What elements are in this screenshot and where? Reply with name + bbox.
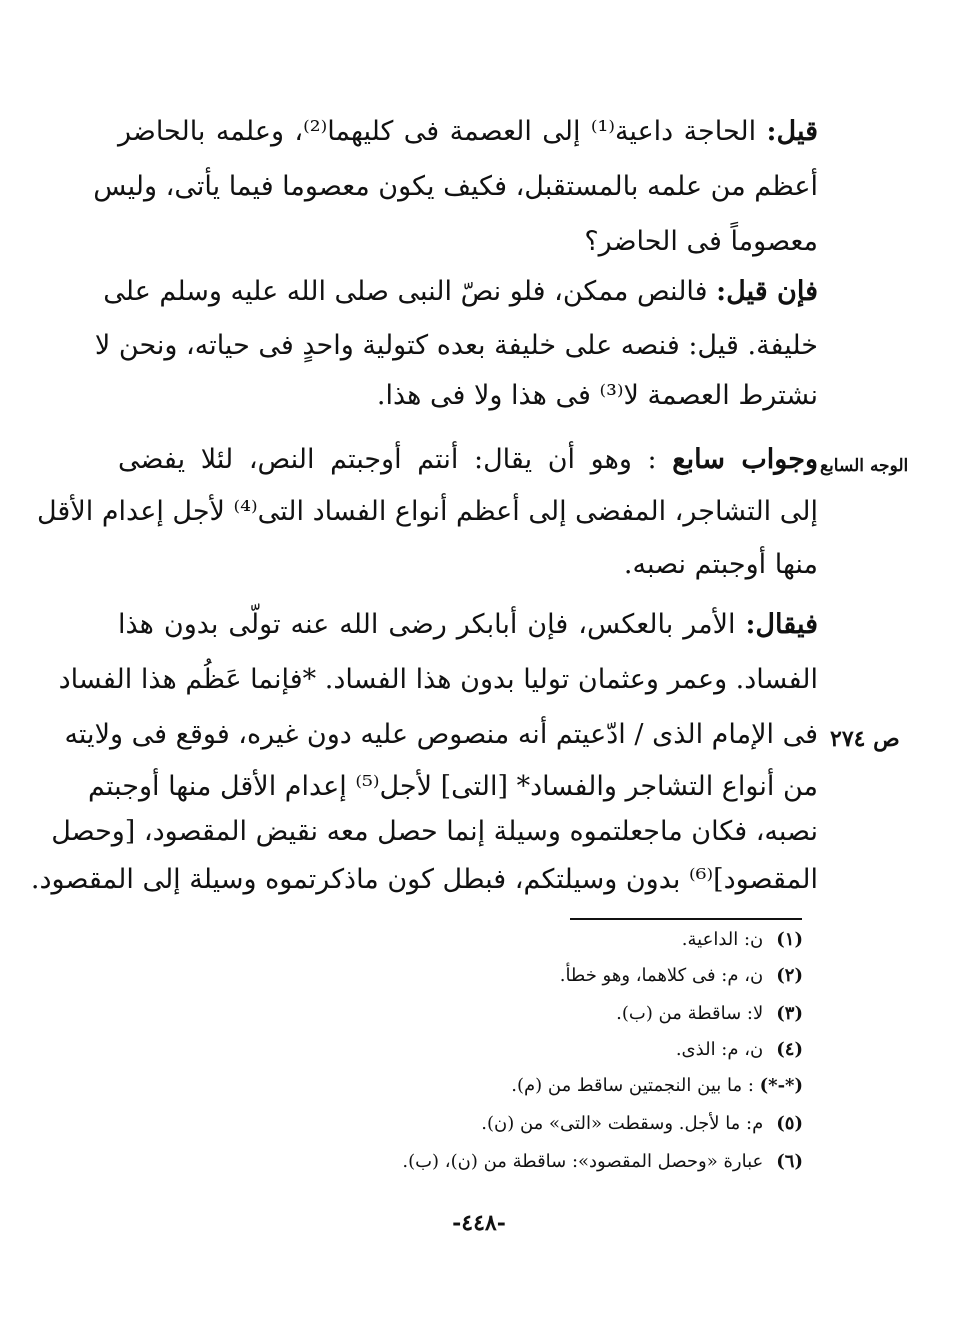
body-line: نصبه، فكان ماجعلتموه وسيلة إنما حصل معه نقيض المقصود، [وحصل: [51, 816, 818, 847]
body-line: الفساد. وعمر وعثمان توليا بدون هذا الفساد. *فإنما عَظُم هذا الفساد: [58, 664, 818, 695]
body-line: نشترط العصمة لا⁽³⁾ فى هذا ولا فى هذا.: [376, 380, 818, 411]
body-line: أعظم من علمه بالمستقبل، فكيف يكون معصوما فيما يأتى، وليس: [93, 171, 818, 202]
page-reference: ص ٢٧٤: [830, 726, 900, 752]
footnote: [511, 1072, 803, 1100]
footnote-text: عبارة «وحصل المقصود»: ساقطة من (ن)، (ب).: [402, 1151, 764, 1172]
body-line: إلى التشاجر، المفضى إلى أعظم أنواع الفساد التى⁽⁴⁾ لأجل إعدام الأقل: [36, 496, 818, 527]
footnote-text: : ما بين النجمتين ساقط من (م).: [511, 1075, 754, 1096]
body-line: فيقال: الأمر بالعكس، فإن أبابكر رضى الله عنه تولّى بدون هذا: [118, 609, 818, 640]
body-line: فإن قيل: فالنص ممكن، فلو نصّ النبى صلى الله عليه وسلم على: [103, 276, 818, 307]
body-line: فى الإمام الذى / ادّعيتم أنه منصوص عليه دون غيره، فوقع فى ولايته: [64, 719, 818, 750]
lead-phrase: وجواب سابع: [672, 444, 818, 475]
footnote-text: ن، م: فى كلاهما، وهو خطأ.: [559, 965, 764, 986]
body-line: من أنواع التشاجر والفساد* [التى] لأجل⁽⁵⁾ إعدام الأقل منها أوجبتم: [88, 771, 818, 802]
footnote-text: ن: الداعية.: [681, 929, 764, 950]
body-line: المقصود]⁽⁶⁾ بدون وسيلتكم، فبطل كون ماذكرتموه وسيلة إلى المقصود.: [30, 864, 818, 895]
lead-phrase: قيل:: [766, 116, 818, 147]
body-line: خليفة. قيل: فنصه على خليفة بعده كتولية واحدٍ فى حياته، ونحن لا: [94, 330, 818, 361]
margin-note: الوجه السابع: [820, 456, 909, 476]
page-number: -٤٤٨-: [452, 1210, 506, 1236]
footnote-number: (٢): [776, 965, 803, 986]
body-line: وجواب سابع : وهو أن يقال: أنتم أوجبتم النص، لئلا يفضى: [118, 444, 818, 475]
footnote-text: ن، م: الذى.: [675, 1039, 764, 1060]
footnote-text: لا: ساقطة من (ب).: [616, 1003, 764, 1024]
body-line: معصوماً فى الحاضر؟: [584, 226, 818, 257]
body-line: منها أوجبتم نصبه.: [623, 549, 818, 580]
footnote-number: (١): [776, 929, 803, 950]
body-line: قيل: الحاجة داعية⁽¹⁾ إلى العصمة فى كليهما⁽²⁾، وعلمه بالحاضر: [118, 116, 818, 147]
footnote-number: (٦): [776, 1151, 803, 1172]
footnote: [682, 926, 803, 954]
footnote-number: (٥): [776, 1113, 803, 1134]
footnote-text: م: ما لأجل. وسقطت «التى» من (ن).: [481, 1113, 764, 1134]
footnote: [481, 1110, 803, 1138]
footnote: [402, 1148, 803, 1176]
footnote: [560, 962, 803, 990]
footnote-number: (٤): [776, 1039, 803, 1060]
lead-phrase: فإن قيل:: [716, 276, 818, 307]
footnote-separator: [570, 918, 802, 920]
footnote-number: (٣): [776, 1003, 803, 1024]
footnote: [616, 1000, 803, 1028]
footnote-number: (*-*): [759, 1075, 803, 1096]
footnote: [676, 1036, 803, 1064]
lead-phrase: فيقال:: [745, 609, 818, 640]
